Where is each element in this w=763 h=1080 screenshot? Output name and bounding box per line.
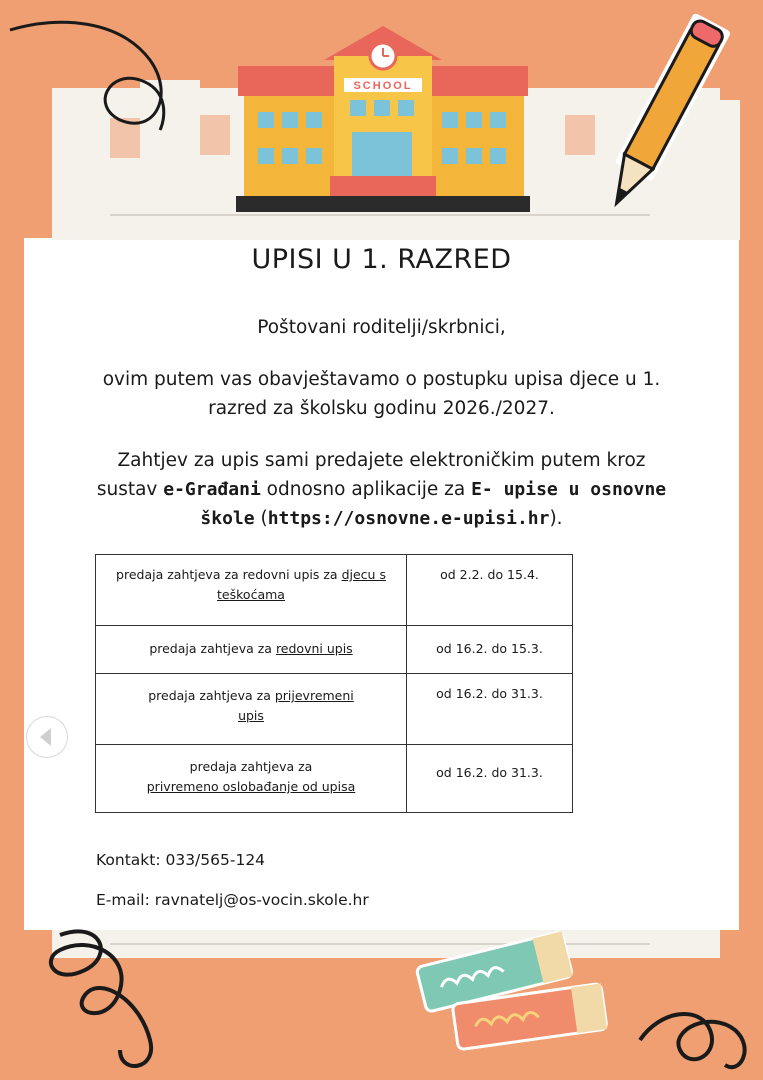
prev-arrow-icon [40, 728, 51, 746]
table-row [96, 745, 573, 813]
schedule-label [96, 745, 407, 813]
schedule-table [95, 554, 573, 813]
label-link: djecu s teškoćama [217, 567, 386, 602]
school-sign: SCHOOL [353, 80, 413, 92]
schedule-label [96, 626, 407, 674]
prev-button[interactable] [26, 716, 68, 758]
table-row [96, 674, 573, 745]
schedule-period: od 16.2. do 31.3. [407, 745, 573, 813]
procedure-text-part: odnosno aplikacije za [260, 479, 472, 500]
chalk-icon [416, 931, 607, 1049]
greeting: Poštovani roditelji/skrbnici, [257, 317, 506, 338]
schedule-period: od 16.2. do 31.3. [407, 674, 573, 745]
page-title: UPISI U 1. RAZRED [251, 244, 512, 275]
schedule-label [96, 674, 407, 745]
label-text: predaja zahtjeva za redovni upis za [116, 567, 342, 582]
procedure-text [90, 446, 673, 533]
scribble-icon [640, 1014, 745, 1067]
paper-cutout [565, 115, 595, 155]
procedure-text-part: Zahtjev za upis sami predajete elektroničkim putem kroz sustav [96, 450, 646, 500]
label-text: predaja zahtjeva za [149, 641, 276, 656]
table-row [96, 555, 573, 626]
schedule-label [96, 555, 407, 626]
label-link: prijevremeni upis [238, 688, 354, 723]
scribble-icon [51, 931, 151, 1066]
label-text: predaja zahtjeva za [148, 688, 275, 703]
table-row [96, 626, 573, 674]
procedure-text-part: ( [254, 508, 268, 529]
label-text: predaja zahtjeva za [189, 759, 313, 774]
eupisi-app-name: E- upise u osnovne škole [200, 479, 667, 529]
school-building-icon [236, 26, 530, 212]
procedure-text-part: ). [549, 508, 563, 529]
contact-email[interactable]: E-mail: ravnatelj@os-vocin.skole.hr [96, 891, 369, 909]
intro-text: ovim putem vas obavještavamo o postupku upisa djece u 1. razred za školsku godinu 2026./2027. [102, 369, 661, 419]
eupisi-url[interactable]: https://osnovne.e-upisi.hr [267, 508, 550, 529]
contact-phone: Kontakt: 033/565-124 [96, 851, 266, 869]
schedule-period: od 2.2. do 15.4. [407, 555, 573, 626]
label-link: privremeno oslobađanje od upisa [146, 779, 356, 794]
schedule-period: od 16.2. do 15.3. [407, 626, 573, 674]
label-link: redovni upis [275, 641, 353, 656]
egradani-name: e-Građani [163, 479, 261, 500]
paper-cutout [200, 115, 230, 155]
